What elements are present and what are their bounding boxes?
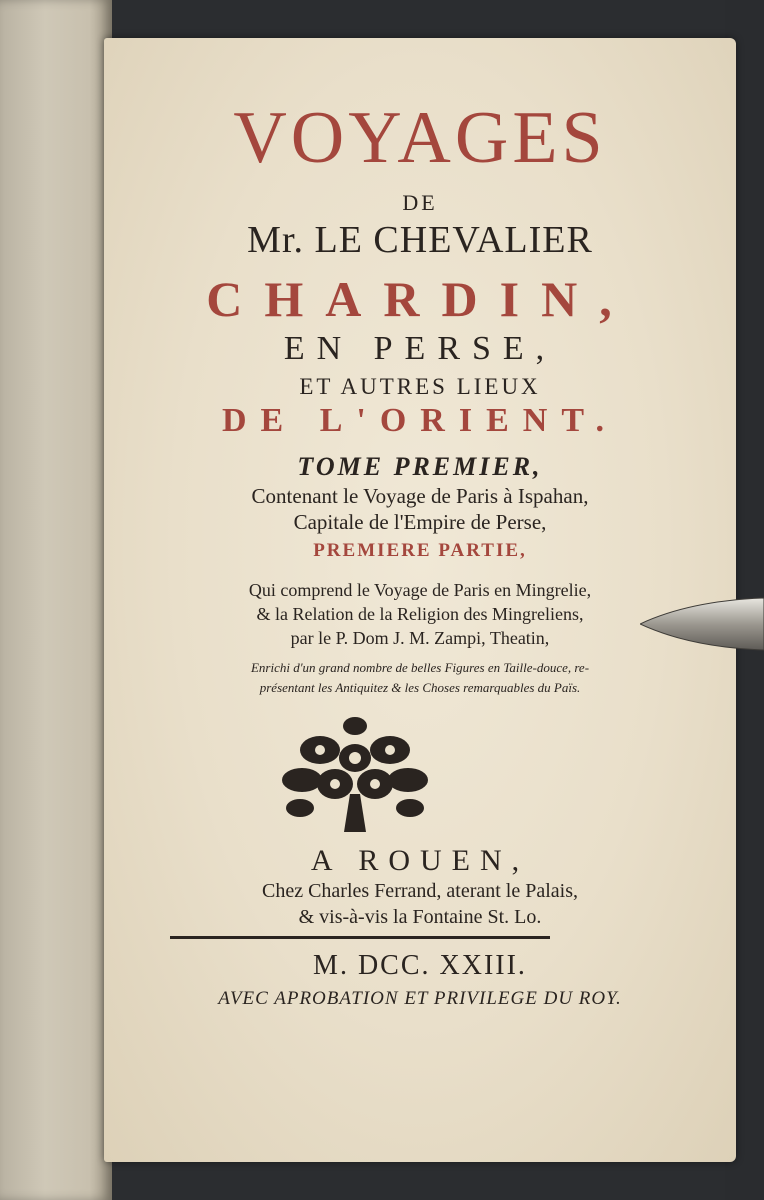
qui-line-1: Qui comprend le Voyage de Paris en Mingrelie,: [248, 580, 592, 600]
author-line: Mr. LE CHEVALIER: [247, 219, 593, 261]
enrichi-line-1: Enrichi d'un grand nombre de belles Figures en Taille-douce, re-: [250, 660, 590, 675]
divider-rule: [170, 936, 550, 939]
publisher-line-1: Chez Charles Ferrand, aterant le Palais,: [262, 880, 578, 902]
publisher-line-2: & vis-à-vis la Fontaine St. Lo.: [298, 906, 542, 928]
autres-lieux: ET AUTRES LIEUX: [299, 374, 541, 399]
publication-date: M. DCC. XXIII.: [313, 950, 527, 981]
floral-ornament-icon: [280, 714, 430, 836]
metal-page-pointer: [640, 596, 764, 652]
en-perse: EN PERSE,: [283, 330, 557, 367]
book-title: VOYAGES: [233, 97, 607, 179]
contenant-line-2: Capitale de l'Empire de Perse,: [293, 510, 547, 534]
enrichi-line-2: présentant les Antiquitez & les Choses remarquables du Païs.: [259, 680, 581, 695]
tome-label: TOME PREMIER,: [297, 452, 543, 481]
de-lorient: DE L'ORIENT.: [222, 402, 618, 439]
qui-line-3: par le P. Dom J. M. Zampi, Theatin,: [290, 628, 550, 648]
privilege-line: AVEC APROBATION ET PRIVILEGE DU ROY.: [218, 988, 622, 1009]
place-of-publication: A ROUEN,: [310, 844, 530, 877]
qui-line-2: & la Relation de la Religion des Mingreliens,: [256, 604, 584, 624]
facing-page: [0, 0, 112, 1200]
partie-label: PREMIERE PARTIE,: [313, 540, 527, 561]
author-name: CHARDIN,: [206, 271, 634, 327]
contenant-line-1: Contenant le Voyage de Paris à Ispahan,: [251, 484, 589, 508]
title-de: DE: [402, 190, 438, 215]
